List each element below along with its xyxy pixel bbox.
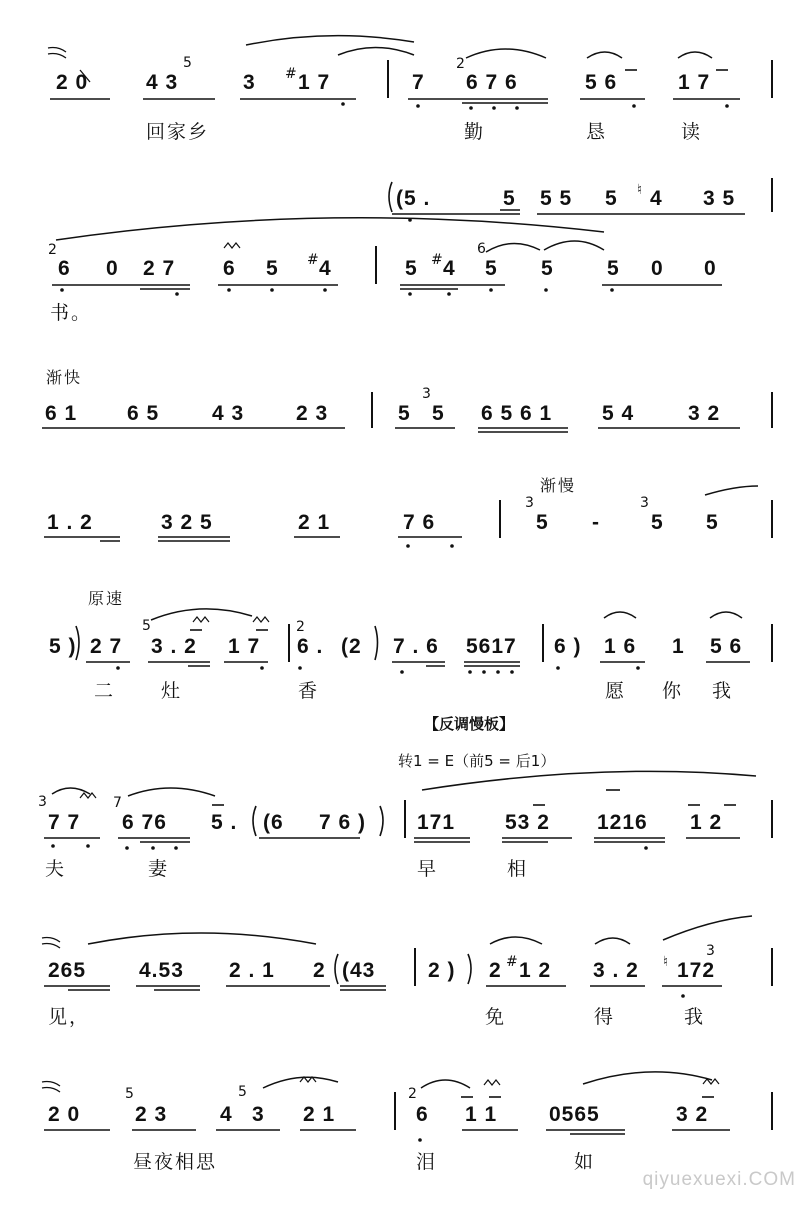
note-group: (6 xyxy=(263,811,284,834)
lyric: 泪 xyxy=(416,1151,438,1173)
note-group: 6 xyxy=(58,257,71,280)
note-group: - xyxy=(592,511,600,534)
note-group: 4 xyxy=(220,1103,233,1126)
note-group: 2 0 xyxy=(48,1103,81,1126)
grace-note: 3 xyxy=(38,794,47,810)
note-group: 6 7 6 xyxy=(466,71,518,94)
grace-note: 2 xyxy=(296,619,305,635)
note-group: 7 6 xyxy=(403,511,436,534)
note-group: 6 76 xyxy=(122,811,167,834)
interlude-notes: (5 . xyxy=(396,187,431,210)
note-group: 1 2 xyxy=(519,959,552,982)
interlude-notes: 3 5 xyxy=(703,187,736,210)
note-group: 1 xyxy=(672,635,685,658)
sharp-accidental: # xyxy=(285,66,297,82)
note-group: 2 1 xyxy=(298,511,331,534)
note-group: 5 xyxy=(398,402,411,425)
grace-note: 5 xyxy=(238,1084,247,1100)
note-group: 0 xyxy=(651,257,664,280)
lyric: 夫 xyxy=(45,858,67,880)
grace-note: 3 xyxy=(640,495,649,511)
note-group: 5 xyxy=(651,511,664,534)
interlude-notes: 5 5 xyxy=(540,187,573,210)
note-group: 5 xyxy=(541,257,554,280)
interlude-notes: 5 xyxy=(503,187,516,210)
grace-note: 5 xyxy=(125,1086,134,1102)
note-group: 5 xyxy=(536,511,549,534)
note-group: 7 7 xyxy=(48,811,81,834)
note-group: 6 5 6 1 xyxy=(481,402,553,425)
grace-note: 5 xyxy=(142,618,151,634)
grace-note: 5 xyxy=(183,55,192,71)
note-group: 3 2 xyxy=(688,402,721,425)
lyric: 恳 xyxy=(586,121,608,143)
lyric: 见， xyxy=(48,1006,91,1028)
note-group: 2 3 xyxy=(135,1103,168,1126)
note-group: 6 xyxy=(223,257,236,280)
note-group: 5617 xyxy=(466,635,517,658)
note-group: 3 xyxy=(252,1103,265,1126)
note-group: 6 1 xyxy=(45,402,78,425)
note-group: 171 xyxy=(417,811,456,834)
note-group: 1 7 xyxy=(298,71,331,94)
note-group: 5 xyxy=(706,511,719,534)
lyric: 我 xyxy=(684,1006,706,1028)
natural-accidental: ♮ xyxy=(663,954,669,970)
note-group: 4 xyxy=(319,257,332,280)
natural-accidental: ♮ xyxy=(637,182,643,198)
sharp-accidental: # xyxy=(506,954,518,970)
note-group: 5 xyxy=(266,257,279,280)
note-group: 4 3 xyxy=(146,71,179,94)
note-group: 3 2 xyxy=(676,1103,709,1126)
lyric: 读 xyxy=(681,121,703,143)
note-group: 1 7 xyxy=(678,71,711,94)
grace-note: 3 xyxy=(525,495,534,511)
lyric: 免 xyxy=(485,1006,507,1028)
note-group: 2 7 xyxy=(90,635,123,658)
lyric: 昼夜相思 xyxy=(133,1151,218,1173)
note-group: 2 7 xyxy=(143,257,176,280)
lyric: 灶 xyxy=(161,680,183,702)
interlude-notes: 4 xyxy=(650,187,663,210)
grace-note: 2 xyxy=(408,1086,417,1102)
note-group: 5 6 xyxy=(710,635,743,658)
note-group: 53 2 xyxy=(505,811,550,834)
note-group: 5 xyxy=(432,402,445,425)
interlude-notes: 5 xyxy=(605,187,618,210)
note-group: 1216 xyxy=(597,811,648,834)
grace-note: 2 xyxy=(48,242,57,258)
key-change: 转1 = E（前5 = 后1） xyxy=(398,752,556,770)
note-group: 4 3 xyxy=(212,402,245,425)
note-group: 7 . 6 xyxy=(393,635,439,658)
lyric: 得 xyxy=(594,1006,616,1028)
note-group: 5 xyxy=(607,257,620,280)
section-header: 【反调慢板】 xyxy=(424,715,515,733)
lyric: 早 xyxy=(417,858,439,880)
sharp-accidental: # xyxy=(307,252,319,268)
note-group: 5 xyxy=(405,257,418,280)
note-group: 3 . 2 xyxy=(151,635,197,658)
note-group: 2 0 xyxy=(56,71,89,94)
note-group: 1 . 2 xyxy=(47,511,93,534)
note-group: 1 6 xyxy=(604,635,637,658)
note-group: 5 . xyxy=(211,811,238,834)
note-group: 2 xyxy=(489,959,502,982)
note-group: 7 6 ) xyxy=(319,811,367,834)
note-group: 4.53 xyxy=(139,959,184,982)
watermark-logo: qiyuexuexi.COM xyxy=(642,1169,796,1190)
note-group: 1 7 xyxy=(228,635,261,658)
note-group: 0565 xyxy=(549,1103,600,1126)
note-group: 1 2 xyxy=(690,811,723,834)
lyric: 相 xyxy=(507,858,529,880)
grace-note: 2 xyxy=(456,56,465,72)
note-group: 2 1 xyxy=(303,1103,336,1126)
lyric: 如 xyxy=(574,1151,596,1173)
note-group: 0 xyxy=(704,257,717,280)
note-group: 172 xyxy=(677,959,716,982)
note-group: 6 5 xyxy=(127,402,160,425)
note-group: 3 . 2 xyxy=(593,959,639,982)
note-group: 2 . 1 xyxy=(229,959,275,982)
note-group: 6 ) xyxy=(554,635,582,658)
lyric: 香 xyxy=(298,680,320,702)
lyric: 你 xyxy=(662,680,684,702)
tempo-marking: 渐快 xyxy=(46,368,83,387)
note-group: (43 xyxy=(342,959,376,982)
note-group: 4 xyxy=(443,257,456,280)
lyric: 二 xyxy=(94,680,116,702)
note-group: 7 xyxy=(412,71,425,94)
note-group: (2 xyxy=(341,635,362,658)
lyric: 我 xyxy=(712,680,734,702)
note-group: 2 3 xyxy=(296,402,329,425)
lyric: 妻 xyxy=(148,858,170,880)
note-group: 5 6 xyxy=(585,71,618,94)
note-group: 1 1 xyxy=(465,1103,498,1126)
note-group: 3 xyxy=(243,71,256,94)
lyric: 回家乡 xyxy=(146,121,210,143)
grace-note: 7 xyxy=(113,795,122,811)
tempo-marking: 渐慢 xyxy=(540,476,577,495)
note-group: 265 xyxy=(48,959,87,982)
grace-note: 3 xyxy=(422,386,431,402)
note-group: 5 xyxy=(485,257,498,280)
lyric: 勤 xyxy=(464,121,486,143)
grace-note: 6 xyxy=(477,241,486,257)
note-group: 0 xyxy=(106,257,119,280)
note-group: 5 ) xyxy=(49,635,77,658)
note-group: 5 4 xyxy=(602,402,635,425)
note-group: 6 xyxy=(416,1103,429,1126)
note-group: 6 . xyxy=(297,635,324,658)
lyric: 书。 xyxy=(50,302,93,324)
sharp-accidental: # xyxy=(431,252,443,268)
note-group: 2 xyxy=(313,959,326,982)
lyric: 愿 xyxy=(605,680,627,702)
tempo-marking: 原速 xyxy=(88,589,125,608)
note-group: 2 ) xyxy=(428,959,456,982)
grace-note: 3 xyxy=(706,943,715,959)
note-group: 3 2 5 xyxy=(161,511,213,534)
